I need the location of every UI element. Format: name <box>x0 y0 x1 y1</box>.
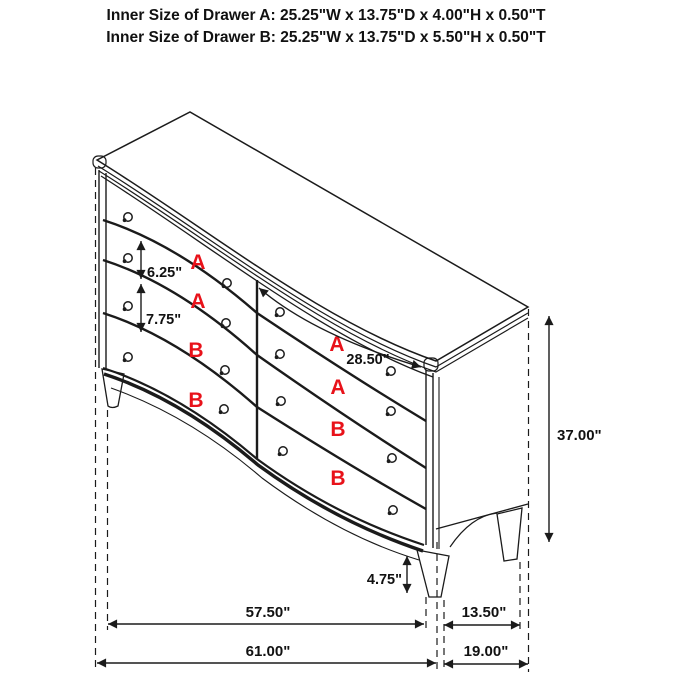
knob <box>123 353 133 362</box>
side-bottom-edge <box>436 504 528 529</box>
front-right-leg <box>417 550 449 597</box>
knob <box>275 308 285 317</box>
drawer-a-height-label: 6.25" <box>147 265 183 281</box>
drawer-letter-right-2: A <box>330 376 346 399</box>
knob <box>123 213 133 222</box>
drawer-letter-left-2: A <box>190 290 206 313</box>
inner-size-header <box>0 5 652 49</box>
dimension-labels <box>146 265 602 660</box>
depth-between-legs-label: 13.50" <box>461 604 507 621</box>
total-depth-label: 19.00" <box>463 643 509 660</box>
drawer-letter-left-3: B <box>188 339 204 362</box>
knob <box>123 254 133 263</box>
knob <box>386 367 396 376</box>
side-panel <box>426 370 528 549</box>
drawer-letter-left-4: B <box>188 389 204 412</box>
knob <box>221 319 231 328</box>
knob <box>388 506 398 515</box>
knob <box>219 405 229 414</box>
drawer-letter-right-4: B <box>330 467 346 490</box>
drawer-rail <box>257 355 426 468</box>
drawer-width-label: 28.50" <box>346 352 390 368</box>
inner-size-drawer-a: Inner Size of Drawer A: 25.25"W x 13.75"D x 4.00"H x 0.50"T <box>106 7 546 24</box>
dresser-top <box>93 112 528 372</box>
dimension-arrows <box>97 241 549 664</box>
drawer-b-height-label: 7.75" <box>146 312 182 328</box>
drawer-letter-left-1: A <box>190 251 206 274</box>
total-height-label: 37.00" <box>557 427 602 444</box>
knob <box>278 447 288 456</box>
base-molding <box>103 368 424 560</box>
drawer-letter-right-1: A <box>329 333 345 356</box>
knob <box>275 350 285 359</box>
knob <box>386 407 396 416</box>
leg-height-label: 4.75" <box>366 572 402 588</box>
apron-bottom-edge <box>111 388 419 560</box>
inner-size-drawer-b: Inner Size of Drawer B: 25.25"W x 13.75"D x 5.50"H x 0.50"T <box>106 29 546 46</box>
back-right-leg <box>497 508 522 561</box>
knob <box>276 397 286 406</box>
knob <box>123 302 133 311</box>
knob <box>222 279 232 288</box>
drawer-letter-right-3: B <box>330 418 346 441</box>
total-width-label: 61.00" <box>245 643 291 660</box>
knob <box>220 366 230 375</box>
legs <box>102 369 522 597</box>
front-width-label: 57.50" <box>245 604 291 621</box>
knob <box>387 454 397 463</box>
